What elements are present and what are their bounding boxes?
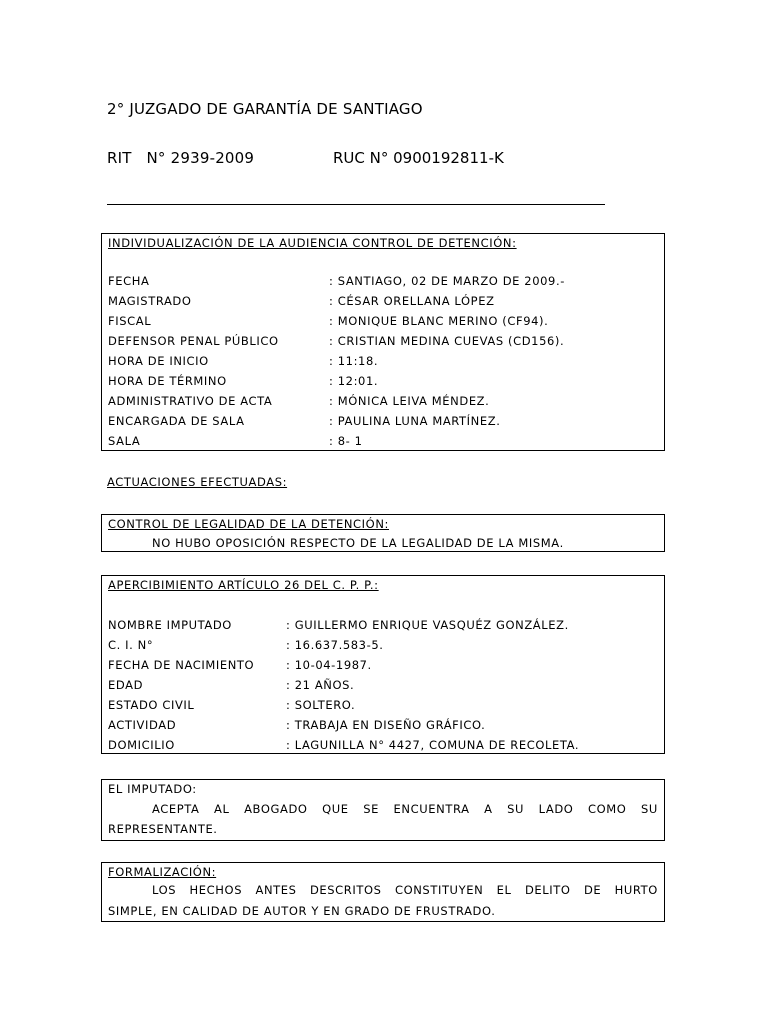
row-label: MAGISTRADO	[108, 294, 192, 308]
control-text: NO HUBO OPOSICIÓN RESPECTO DE LA LEGALIDAD DE LA MISMA.	[152, 536, 564, 550]
audiencia-box	[101, 233, 665, 451]
apercibimiento-heading: APERCIBIMIENTO ARTÍCULO 26 DEL C. P. P.:	[108, 578, 379, 592]
row-value: : TRABAJA EN DISEÑO GRÁFICO.	[286, 718, 486, 732]
row-label: FECHA	[108, 274, 150, 288]
row-label: HORA DE INICIO	[108, 354, 209, 368]
row-label: NOMBRE IMPUTADO	[108, 618, 232, 632]
rit-number: RIT N° 2939-2009	[107, 149, 255, 167]
separator-line	[107, 204, 605, 205]
ruc-number: RUC N° 0900192811-K	[333, 149, 504, 167]
formalizacion-text-line1	[108, 883, 658, 897]
row-value: : MONIQUE BLANC MERINO (CF94).	[329, 314, 549, 328]
row-label: DEFENSOR PENAL PÚBLICO	[108, 334, 279, 348]
el-imputado-box	[101, 779, 665, 841]
el-imputado-heading: EL IMPUTADO:	[108, 782, 197, 796]
row-label: ENCARGADA DE SALA	[108, 414, 245, 428]
row-value: : 16.637.583-5.	[286, 638, 384, 652]
formalizacion-heading: FORMALIZACIÓN:	[108, 865, 217, 879]
el-imputado-text-line2: REPRESENTANTE.	[108, 822, 218, 836]
el-imputado-text-line1	[108, 802, 658, 816]
formalizacion-box	[101, 862, 665, 922]
row-label: HORA DE TÉRMINO	[108, 374, 227, 388]
row-label: DOMICILIO	[108, 738, 175, 752]
row-value: : SANTIAGO, 02 DE MARZO DE 2009.-	[329, 274, 565, 288]
row-value: : 10-04-1987.	[286, 658, 372, 672]
row-label: EDAD	[108, 678, 144, 692]
row-value: : 12:01.	[329, 374, 379, 388]
row-value: : CRISTIAN MEDINA CUEVAS (CD156).	[329, 334, 565, 348]
row-value: : PAULINA LUNA MARTÍNEZ.	[329, 414, 501, 428]
apercibimiento-box	[101, 575, 665, 754]
control-box	[101, 514, 665, 552]
el-imputado-text: ACEPTA AL ABOGADO QUE SE ENCUENTRA A SU LADO COMO SU	[152, 802, 658, 816]
row-value: : 8- 1	[329, 434, 363, 448]
formalizacion-text-line2: SIMPLE, EN CALIDAD DE AUTOR Y EN GRADO DE FRUSTRADO.	[108, 904, 496, 918]
control-heading: CONTROL DE LEGALIDAD DE LA DETENCIÓN:	[108, 517, 390, 531]
row-value: : 11:18.	[329, 354, 379, 368]
row-value: : SOLTERO.	[286, 698, 356, 712]
row-value: : GUILLERMO ENRIQUE VASQUÉZ GONZÁLEZ.	[286, 618, 569, 632]
row-value: : LAGUNILLA N° 4427, COMUNA DE RECOLETA.	[286, 738, 580, 752]
row-value: : CÉSAR ORELLANA LÓPEZ	[329, 294, 495, 308]
actuaciones-label: ACTUACIONES EFECTUADAS:	[107, 475, 288, 489]
row-label: ADMINISTRATIVO DE ACTA	[108, 394, 273, 408]
audiencia-heading: INDIVIDUALIZACIÓN DE LA AUDIENCIA CONTROL DE DETENCIÓN:	[108, 236, 517, 250]
formalizacion-text: LOS HECHOS ANTES DESCRITOS CONSTITUYEN EL DELITO DE HURTO	[152, 883, 658, 897]
row-label: SALA	[108, 434, 141, 448]
court-title: 2° JUZGADO DE GARANTÍA DE SANTIAGO	[107, 100, 423, 118]
row-label: ESTADO CIVIL	[108, 698, 195, 712]
row-label: FECHA DE NACIMIENTO	[108, 658, 255, 672]
row-label: FISCAL	[108, 314, 152, 328]
row-label: C. I. N°	[108, 638, 154, 652]
row-value: : MÓNICA LEIVA MÉNDEZ.	[329, 394, 490, 408]
row-label: ACTIVIDAD	[108, 718, 177, 732]
row-value: : 21 AÑOS.	[286, 678, 355, 692]
